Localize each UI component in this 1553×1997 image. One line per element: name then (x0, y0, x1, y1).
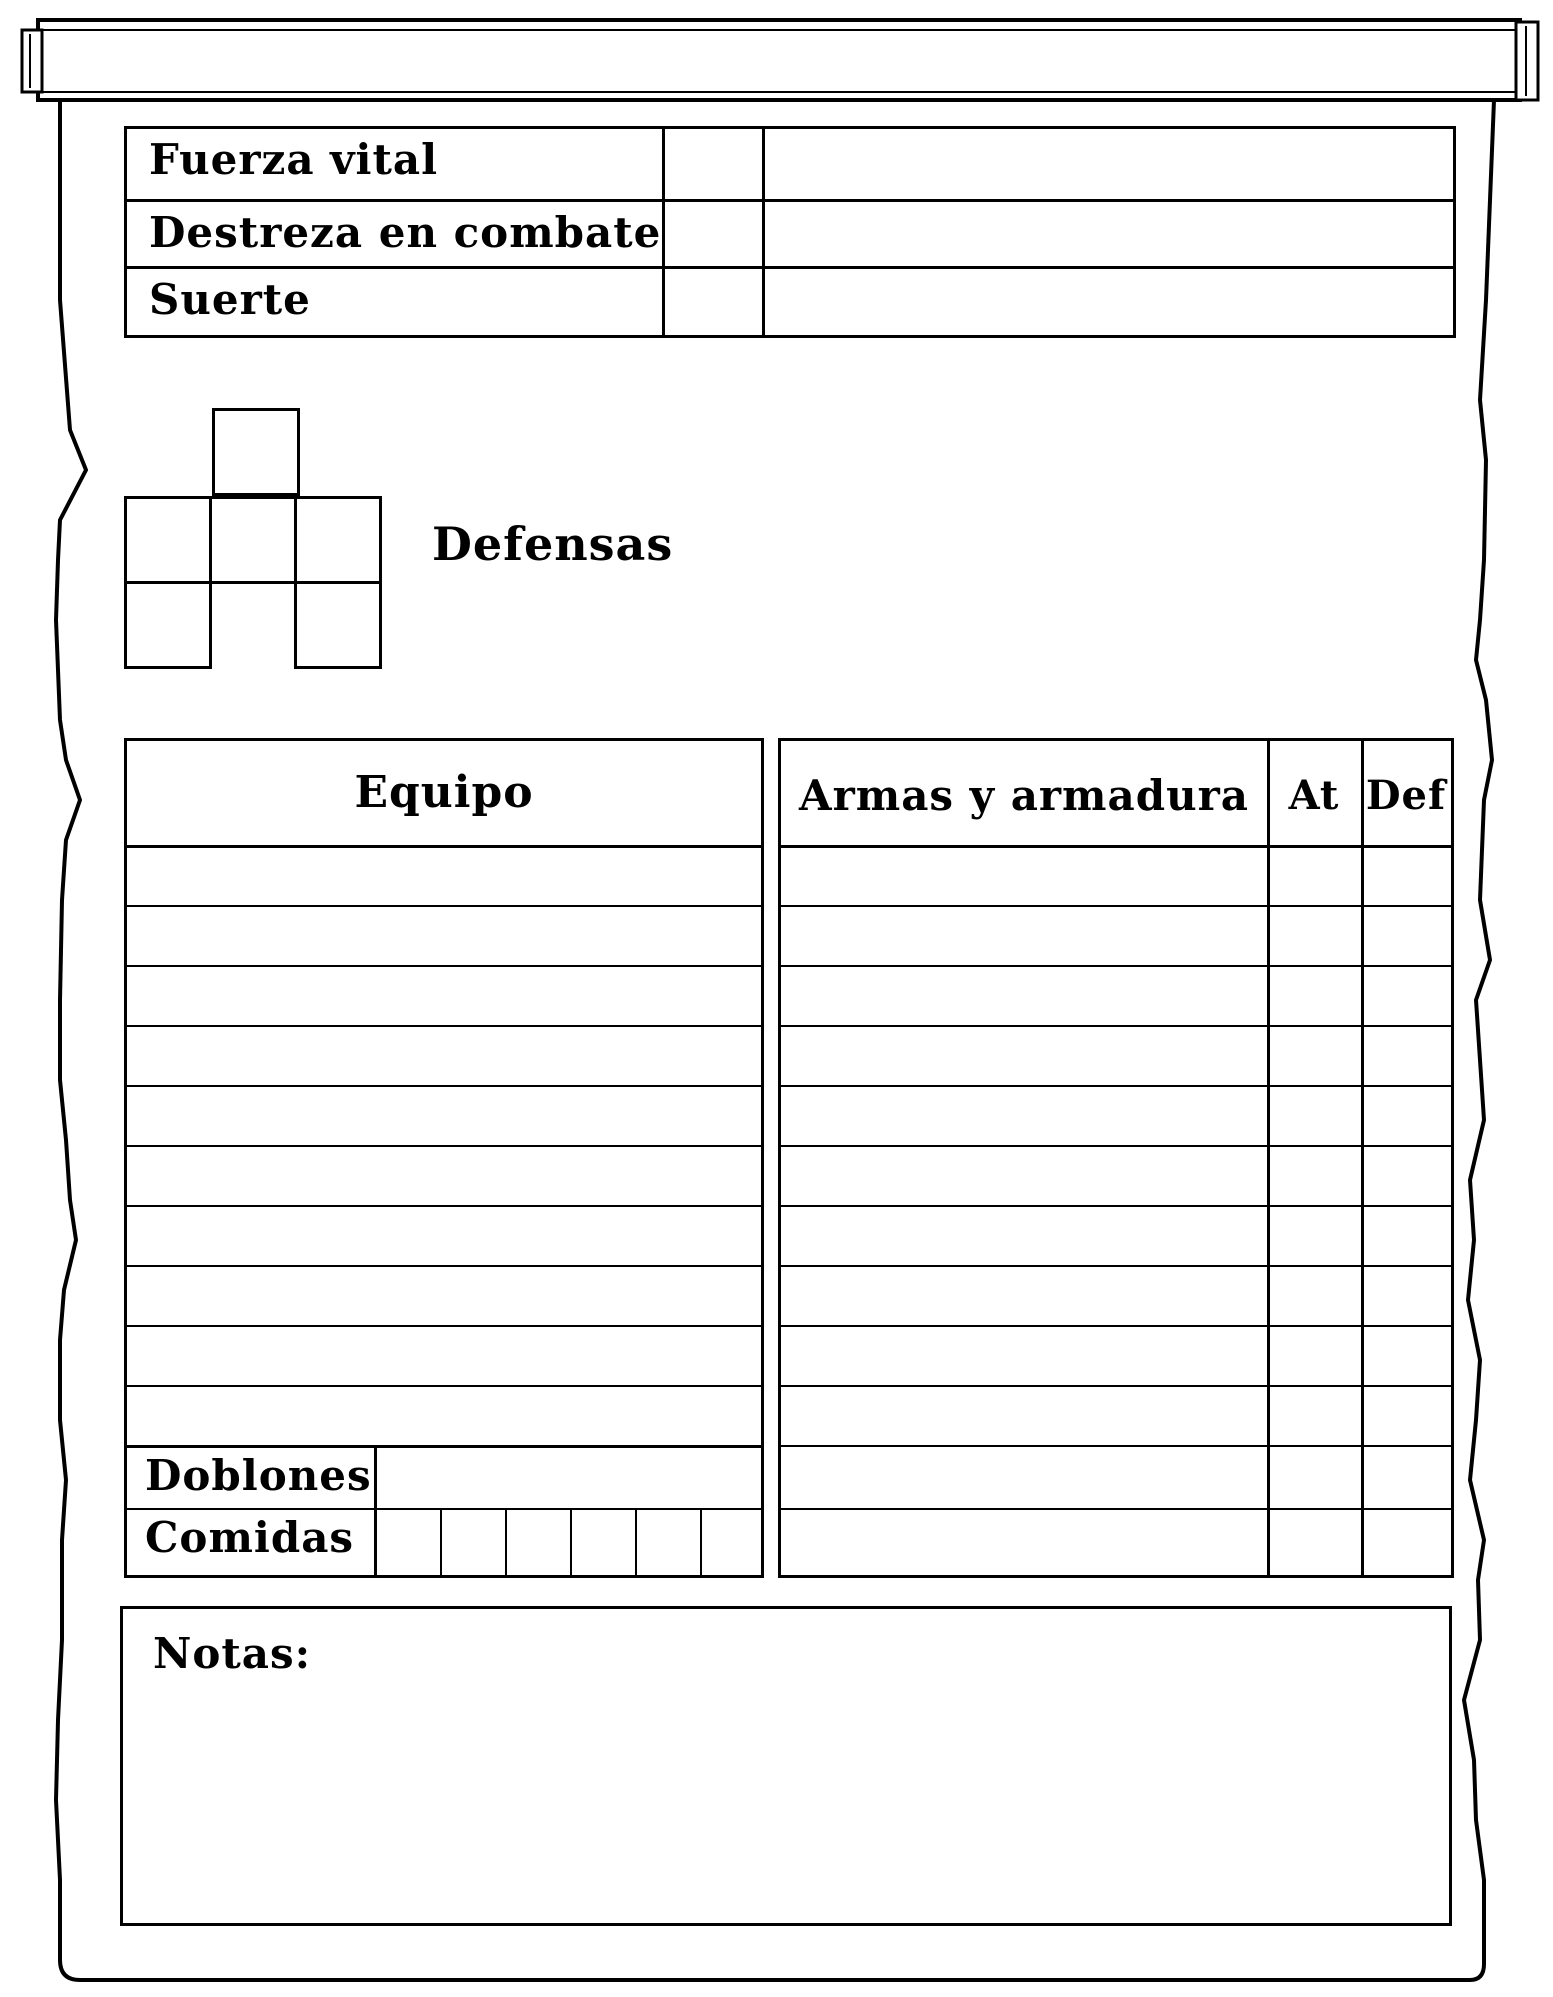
defenses-label: Defensas (432, 517, 674, 571)
meals-row (127, 1510, 761, 1575)
stat-row (127, 129, 1453, 199)
notes-box[interactable] (120, 1606, 1452, 1926)
defense-cell-left-arm[interactable] (124, 496, 212, 584)
roller-end-left (22, 30, 42, 92)
defense-cell-left-leg[interactable] (124, 581, 212, 669)
defense-cell-body[interactable] (209, 496, 297, 584)
weapons-row-line (781, 1265, 1451, 1267)
equipment-table (124, 738, 764, 1578)
stat-row (127, 202, 1453, 266)
notes-label: Notas: (153, 1629, 312, 1678)
equipment-row-line (127, 1265, 761, 1267)
equipment-row-line (127, 1085, 761, 1087)
equipment-row-line (127, 965, 761, 967)
weapons-row-line (781, 1085, 1451, 1087)
weapons-header-row (781, 741, 1451, 848)
stat-initial-cell[interactable] (665, 129, 765, 199)
equipment-row-line (127, 1145, 761, 1147)
stat-current-cell[interactable] (765, 269, 1453, 335)
meal-box[interactable] (507, 1510, 572, 1575)
equipment-row-line (127, 1325, 761, 1327)
meal-box[interactable] (442, 1510, 507, 1575)
defense-header: Def (1365, 772, 1447, 819)
weapons-row-line (781, 1025, 1451, 1027)
stat-initial-cell[interactable] (665, 202, 765, 266)
meal-box[interactable] (572, 1510, 637, 1575)
weapons-row-line (781, 1445, 1451, 1447)
stat-label: Destreza en combate (127, 202, 665, 266)
weapons-table (778, 738, 1454, 1578)
stat-current-cell[interactable] (765, 202, 1453, 266)
stat-label: Fuerza vital (127, 129, 665, 199)
defense-cell-head[interactable] (212, 408, 300, 496)
attack-header: At (1288, 772, 1340, 819)
meal-box[interactable] (637, 1510, 702, 1575)
doubloons-label: Doblones (127, 1448, 377, 1508)
stat-initial-cell[interactable] (665, 269, 765, 335)
defenses-grid (124, 408, 394, 678)
stats-table (124, 126, 1456, 338)
column-divider (1361, 741, 1364, 1575)
meal-box[interactable] (377, 1510, 442, 1575)
doubloons-row (127, 1448, 761, 1508)
weapons-row-line (781, 1385, 1451, 1387)
defense-cell-right-leg[interactable] (294, 581, 382, 669)
weapons-row-line (781, 905, 1451, 907)
equipment-row-line (127, 1385, 761, 1387)
stat-label: Suerte (127, 269, 665, 335)
defense-cell-right-arm[interactable] (294, 496, 382, 584)
column-divider (1267, 741, 1270, 1575)
stat-current-cell[interactable] (765, 129, 1453, 199)
weapons-header: Armas y armadura (799, 771, 1249, 820)
equipment-row-line (127, 1025, 761, 1027)
scroll-roller (38, 20, 1520, 100)
weapons-row-line (781, 1205, 1451, 1207)
equipment-row-line (127, 905, 761, 907)
weapons-row-line (781, 1145, 1451, 1147)
equipment-row-line (127, 1205, 761, 1207)
meals-label: Comidas (127, 1510, 377, 1575)
equipment-header: Equipo (127, 741, 761, 848)
weapons-row-line (781, 1325, 1451, 1327)
meal-box[interactable] (702, 1510, 767, 1575)
weapons-row-line (781, 1508, 1451, 1510)
weapons-row-line (781, 965, 1451, 967)
stat-row (127, 269, 1453, 335)
doubloons-field[interactable] (377, 1448, 761, 1508)
